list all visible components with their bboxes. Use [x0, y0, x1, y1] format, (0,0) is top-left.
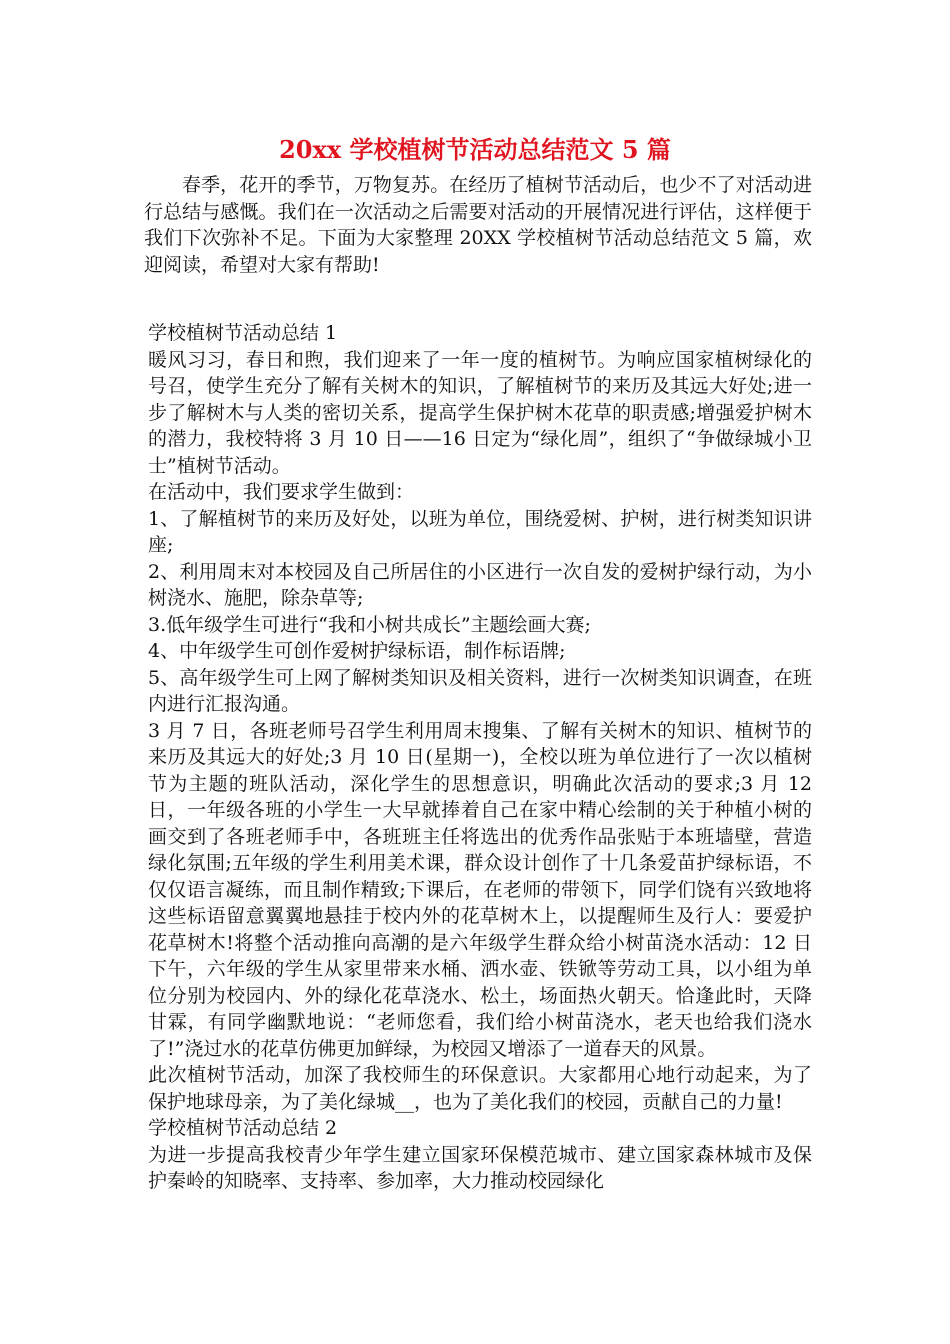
list-item: 2、利用周末对本校园及自己所居住的小区进行一次自发的爱树护绿行动，为小树浇水、施肥，除杂草等; — [148, 560, 812, 609]
body-paragraph: 在活动中，我们要求学生做到： — [148, 481, 415, 503]
list-item: 3.低年级学生可进行“我和小树共成长”主题绘画大赛; — [148, 613, 591, 636]
list-item: 1、了解植树节的来历及好处，以班为单位，围绕爱树、护树，进行树类知识讲座; — [148, 507, 812, 556]
section-heading-1: 学校植树节活动总结 1 — [148, 322, 338, 344]
list-item: 4、中年级学生可创作爱树护绿标语，制作标语牌; — [148, 640, 566, 662]
section-heading-2: 学校植树节活动总结 2 — [148, 1117, 338, 1139]
body-paragraph: 暖风习习，春日和煦，我们迎来了一年一度的植树节。为响应国家植树绿化的号召，使学生充分了解有关树木的知识，了解植树节的来历及其远大好处;进一步了解树木与人类的密切关系，提高学生保护树木花草的职责感;增强爱护树木的潜力，我校特将 3 月 10 日——16 日定为“绿化周”，组织了“争做绿城小卫士”植树节活动。 — [148, 348, 812, 477]
document-body — [144, 320, 812, 1195]
list-item: 5、高年级学生可上网了解树类知识及相关资料，进行一次树类知识调查，在班内进行汇报沟通。 — [148, 666, 812, 715]
body-paragraph: 3 月 7 日，各班老师号召学生利用周末搜集、了解有关树木的知识、植树节的来历及其远大的好处;3 月 10 日(星期一)，全校以班为单位进行了一次以植树节为主题的班队活动，深化学生的思想意识，明确此次活动的要求;3 月 12 日，一年级各班的小学生一大早就捧着自己在家中精心绘制的关于种植小树的画交到了各班老师手中，各班班主任将选出的优秀作品张贴于本班墙壁，营造绿化氛围;五年级的学生利用美术课，群众设计创作了十几条爱苗护绿标语，不仅仅语言凝练，而且制作精致;下课后，在老师的带领下，同学们饶有兴致地将这些标语留意翼翼地悬挂于校内外的花草树木上，以提醒师生及行人：要爱护花草树木!将整个活动推向高潮的是六年级学生群众给小树苗浇水活动：12 日下午，六年级的学生从家里带来水桶、洒水壶、铁锨等劳动工具，以小组为单位分别为校园内、外的绿化花草浇水、松土，场面热火朝天。恰逢此时，天降甘霖，有同学幽默地说：“老师您看，我们给小树苗浇水，老天也给我们浇水了!”浇过水的花草仿佛更加鲜绿，为校园又增添了一道春天的风景。 — [148, 719, 812, 1060]
document-title: 20xx 学校植树节活动总结范文 5 篇 — [279, 135, 671, 164]
body-paragraph: 为进一步提高我校青少年学生建立国家环保模范城市、建立国家森林城市及保护秦岭的知晓率、支持率、参加率，大力推动校园绿化 — [148, 1143, 812, 1192]
body-paragraph: 此次植树节活动，加深了我校师生的环保意识。大家都用心地行动起来，为了保护地球母亲，为了美化绿城__，也为了美化我们的校园，贡献自己的力量! — [148, 1064, 812, 1113]
intro-paragraph: 春季，花开的季节，万物复苏。在经历了植树节活动后，也少不了对活动进行总结与感慨。我们在一次活动之后需要对活动的开展情况进行评估，这样便于我们下次弥补不足。下面为大家整理 20XX 学校植树节活动总结范文 5 篇，欢迎阅读，希望对大家有帮助! — [144, 174, 812, 276]
